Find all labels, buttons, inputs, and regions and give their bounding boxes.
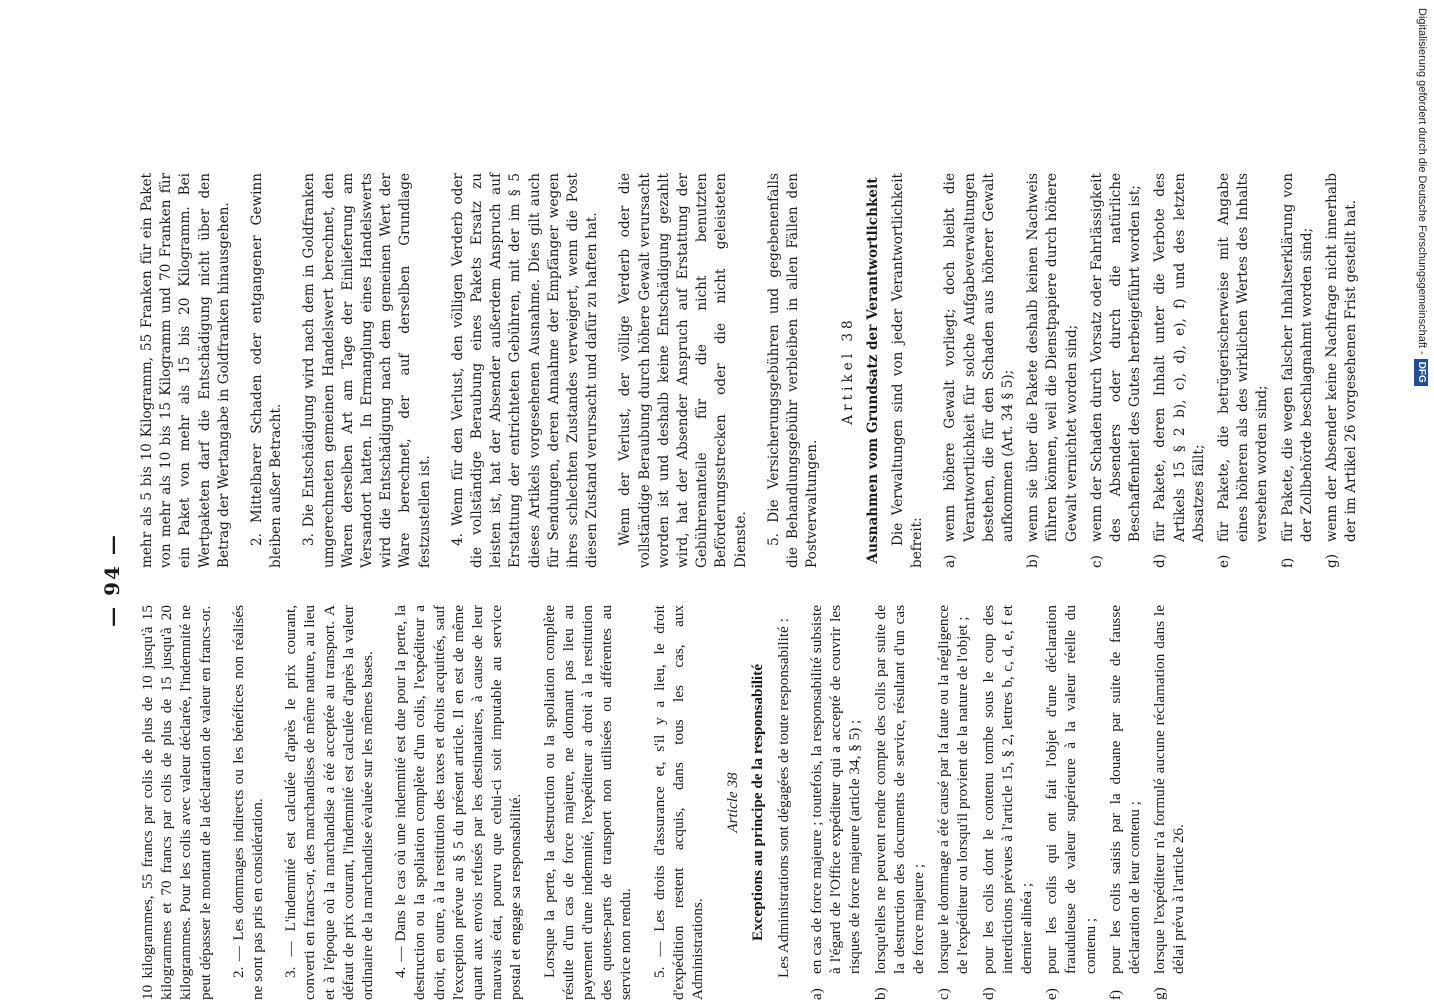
- german-column: [138, 173, 1367, 568]
- list-text: pour les colis qui ont fait l'objet d'une déclaration frauduleuse de valeur supérieure à la valeur réelle du contenu ;: [1043, 605, 1099, 974]
- list-text: wenn sie über die Pakete deshalb keinen Nachweis führen können, weil die Dienstpapiere durch höhere Gewalt vernichtet worden sind;: [1025, 173, 1080, 542]
- rotated-page: [100, 160, 1360, 1000]
- list-key: b): [1025, 553, 1042, 568]
- list-key: a): [942, 554, 959, 568]
- list-text: wenn höhere Gewalt vorliegt; doch bleibt die Verantwortlichkeit für solche Aufgabeverwaltungen bestehen, die für den Schaden aus höherer Gewalt aufkommen (Art. 34 § 5);: [942, 173, 1016, 542]
- german-paragraph: Wenn der Verlust, der völlige Verderb oder die vollständige Beraubung durch höhere Gewalt verursacht worden ist und deshalb keine Entschädigung gezahlt wird, hat der Absender Anspruch auf Erstattung der Gebührenanteile für die nicht benutzten Beförderungsstrecken oder die nicht geleisteten Dienste.: [617, 173, 749, 568]
- list-text: für Pakete, die betrügerischerweise mit Angabe eines höheren als des wirklichen Wertes des Inhalts versehen worden sind;: [1215, 173, 1271, 542]
- list-key: f): [1279, 557, 1296, 568]
- list-text: en cas de force majeure ; toutefois, la responsabilité subsiste à l'égard de l'Office expéditeur qui a accepté de couvrir les risques de force majeure (article 34, § 5) ;: [807, 605, 864, 974]
- german-paragraph: 5. Die Versicherungsgebühren und gegebenenfalls die Behandlungsgebühr verbleiben in allen Fällen den Postverwaltungen.: [765, 173, 821, 568]
- french-paragraph: 3. — L'indemnité est calculée d'après le prix courant, converti en francs-or, des marchandises de même nature, au lieu et à l'époque où la marchandise a été acceptée au transport. A défaut de prix courant, l'indemnité est calculée d'après la valeur ordinaire de la marchandise évaluée sur les mêmes bases.: [282, 605, 377, 1000]
- german-article-title: Ausnahmen vom Grundsatz der Verantwortlichkeit: [864, 177, 881, 564]
- german-paragraph: 3. Die Entschädigung wird nach dem in Goldfranken umgerechneten gemeinen Handelswert berechnet, den Waren derselben Art am Tage der Einlieferung am Versandort hatten. In Ermanglung eines Handelswerts wird die Entschädigung nach dem gemeinen Wert der Ware berechnet, der auf derselben Grundlage festzustellen ist.: [301, 173, 433, 568]
- list-key: e): [1043, 988, 1061, 1000]
- german-list-item: [1279, 173, 1317, 568]
- french-intro: Les Administrations sont dégagées de toute responsabilité :: [774, 618, 792, 978]
- french-list-item: [1106, 605, 1144, 1000]
- list-text: wenn der Schaden durch Vorsatz oder Fahrlässigkeit des Absenders oder durch die natürliche Beschaffenheit des Gutes herbeigeführt worden ist;: [1088, 173, 1144, 542]
- list-text: pour les colis dont le contenu tombe sous le coup des interdictions prévues à l'article 15, § 2, lettres b, c, d, e, f et dernier alinéa ;: [979, 605, 1035, 974]
- french-paragraph: 10 kilogrammes, 55 francs par colis de plus de 10 jusqu'à 15 kilogrammes et 70 francs par colis de plus de 15 jusqu'à 20 kilogrammes. Pour les colis avec valeur déclarée, l'indemnité ne peut dépasser le montant de la déclaration de valeur en francs-or.: [139, 605, 214, 1000]
- page-number: — 94 —: [100, 533, 124, 627]
- list-text: für Pakete, deren Inhalt unter die Verbote des Artikels 15 § 2 b), c), d), e), f) und des letzten Absatzes fällt;: [1152, 173, 1207, 542]
- french-list-item: [807, 605, 865, 1000]
- list-key: d): [1152, 553, 1169, 568]
- french-list-item: [934, 605, 972, 1000]
- french-list-item: [1042, 605, 1100, 1000]
- list-key: e): [1215, 554, 1232, 568]
- french-article-heading: Article 38: [724, 772, 742, 833]
- list-key: b): [871, 987, 889, 1000]
- german-list-item: [1024, 173, 1082, 568]
- german-list-item: [1323, 173, 1361, 568]
- digitization-text: [1412, 8, 1432, 398]
- german-paragraph: 4. Wenn für den Verlust, den völligen Verderb oder die vollständige Beraubung eines Pakets Ersatz zu leisten ist, hat der Absender außerdem Anspruch auf Erstattung der entrichteten Gebühren, mit der im § 5 dieses Artikels vorgesehenen Ausnahme. Dies gilt auch für Sendungen, deren Annahme der Empfänger wegen ihres schlechten Zustandes verweigert, wenn die Post diesen Zustand verursacht und dafür zu haften hat.: [449, 173, 601, 568]
- digitization-label: Digitalisierung gefördert durch die Deutsche Forschungsgemeinschaft -: [1416, 8, 1428, 355]
- french-paragraph: 2. — Les dommages indirects ou les bénéfices non réalisés ne sont pas pris en considération.: [229, 605, 267, 1000]
- german-article-heading: Artikel 38: [839, 316, 856, 425]
- french-paragraph: 4. — Dans le cas où une indemnité est due pour la perte, la destruction ou la spoliation complète d'un colis, l'expéditeur a droit, en outre, à la restitution des taxes et droits acquittés, sauf l'exception prévue au § 5 du présent article. Il en est de même quant aux envois refusés par les destinataires, à cause de leur mauvais état, pourvu que celui-ci soit imputable au service postal et engage sa responsabilité.: [392, 605, 525, 1000]
- german-paragraph: 2. Mittelbarer Schaden oder entgangener Gewinn bleiben außer Betracht.: [249, 173, 285, 568]
- list-key: c): [1088, 555, 1105, 568]
- dfg-logo: DFG: [1414, 359, 1428, 386]
- list-key: a): [807, 988, 825, 1000]
- list-text: lorsque l'expéditeur n'a formulé aucune réclamation dans le délai prévu à l'article 26.: [1151, 605, 1188, 974]
- list-text: pour les colis saisis par la douane par suite de fausse déclaration de leur contenu ;: [1106, 605, 1143, 974]
- german-list-item: [1088, 173, 1146, 568]
- list-key: d): [979, 987, 997, 1000]
- german-list-item: [941, 173, 1018, 568]
- french-article-title: Exceptions au principe de la responsabilité: [749, 664, 767, 941]
- french-paragraph: 5. — Les droits d'assurance et, s'il y a lieu, le droit d'expédition restent acquis, dans tous les cas, aux Administrations.: [650, 605, 707, 1000]
- german-list-item: [1151, 173, 1209, 568]
- french-list-item: [1150, 605, 1188, 1000]
- french-column: [138, 605, 1195, 1000]
- german-list-item: [1215, 173, 1273, 568]
- list-key: c): [935, 988, 953, 1000]
- french-list-item: [979, 605, 1037, 1000]
- list-text: lorsque le dommage a été causé par la faute ou la négligence de l'expéditeur ou lorsqu'il provient de la nature de l'objet ;: [935, 605, 972, 974]
- list-text: wenn der Absender keine Nachfrage nicht innerhalb der im Artikel 26 vorgesehenen Frist gestellt hat.: [1323, 173, 1360, 542]
- list-key: g): [1323, 553, 1340, 568]
- german-paragraph: mehr als 5 bis 10 Kilogramm, 55 Franken für ein Paket von mehr als 10 bis 15 Kilogramm und 70 Franken für ein Paket von mehr als 15 bis 20 Kilogramm. Bei Wertpaketen darf die Entschädigung nicht über den Betrag der Wertangabe in Goldfranken hinausgehen.: [139, 173, 232, 568]
- digitization-note: [1412, 8, 1432, 398]
- german-intro: Die Verwaltungen sind von jeder Verantwortlichkeit befreit:: [889, 173, 926, 568]
- french-list-item: [871, 605, 929, 1000]
- list-text: für Pakete, die wegen falscher Inhaltserklärung von der Zollbehörde beschlagnahmt worden sind;: [1279, 173, 1315, 542]
- list-key: g): [1151, 987, 1169, 1000]
- list-key: f): [1106, 989, 1124, 1000]
- french-paragraph: Lorsque la perte, la destruction ou la spoliation complète résulte d'un cas de force majeure, ne donnant pas lieu au payement d'une indemnité, l'expéditeur a droit à la restitution des quotes-parts de transport non utilisées ou afférentes au service non rendu.: [540, 605, 635, 1000]
- list-text: lorsqu'elles ne peuvent rendre compte des colis par suite de la destruction des documents de service, résultant d'un cas de force majeure ;: [871, 605, 927, 974]
